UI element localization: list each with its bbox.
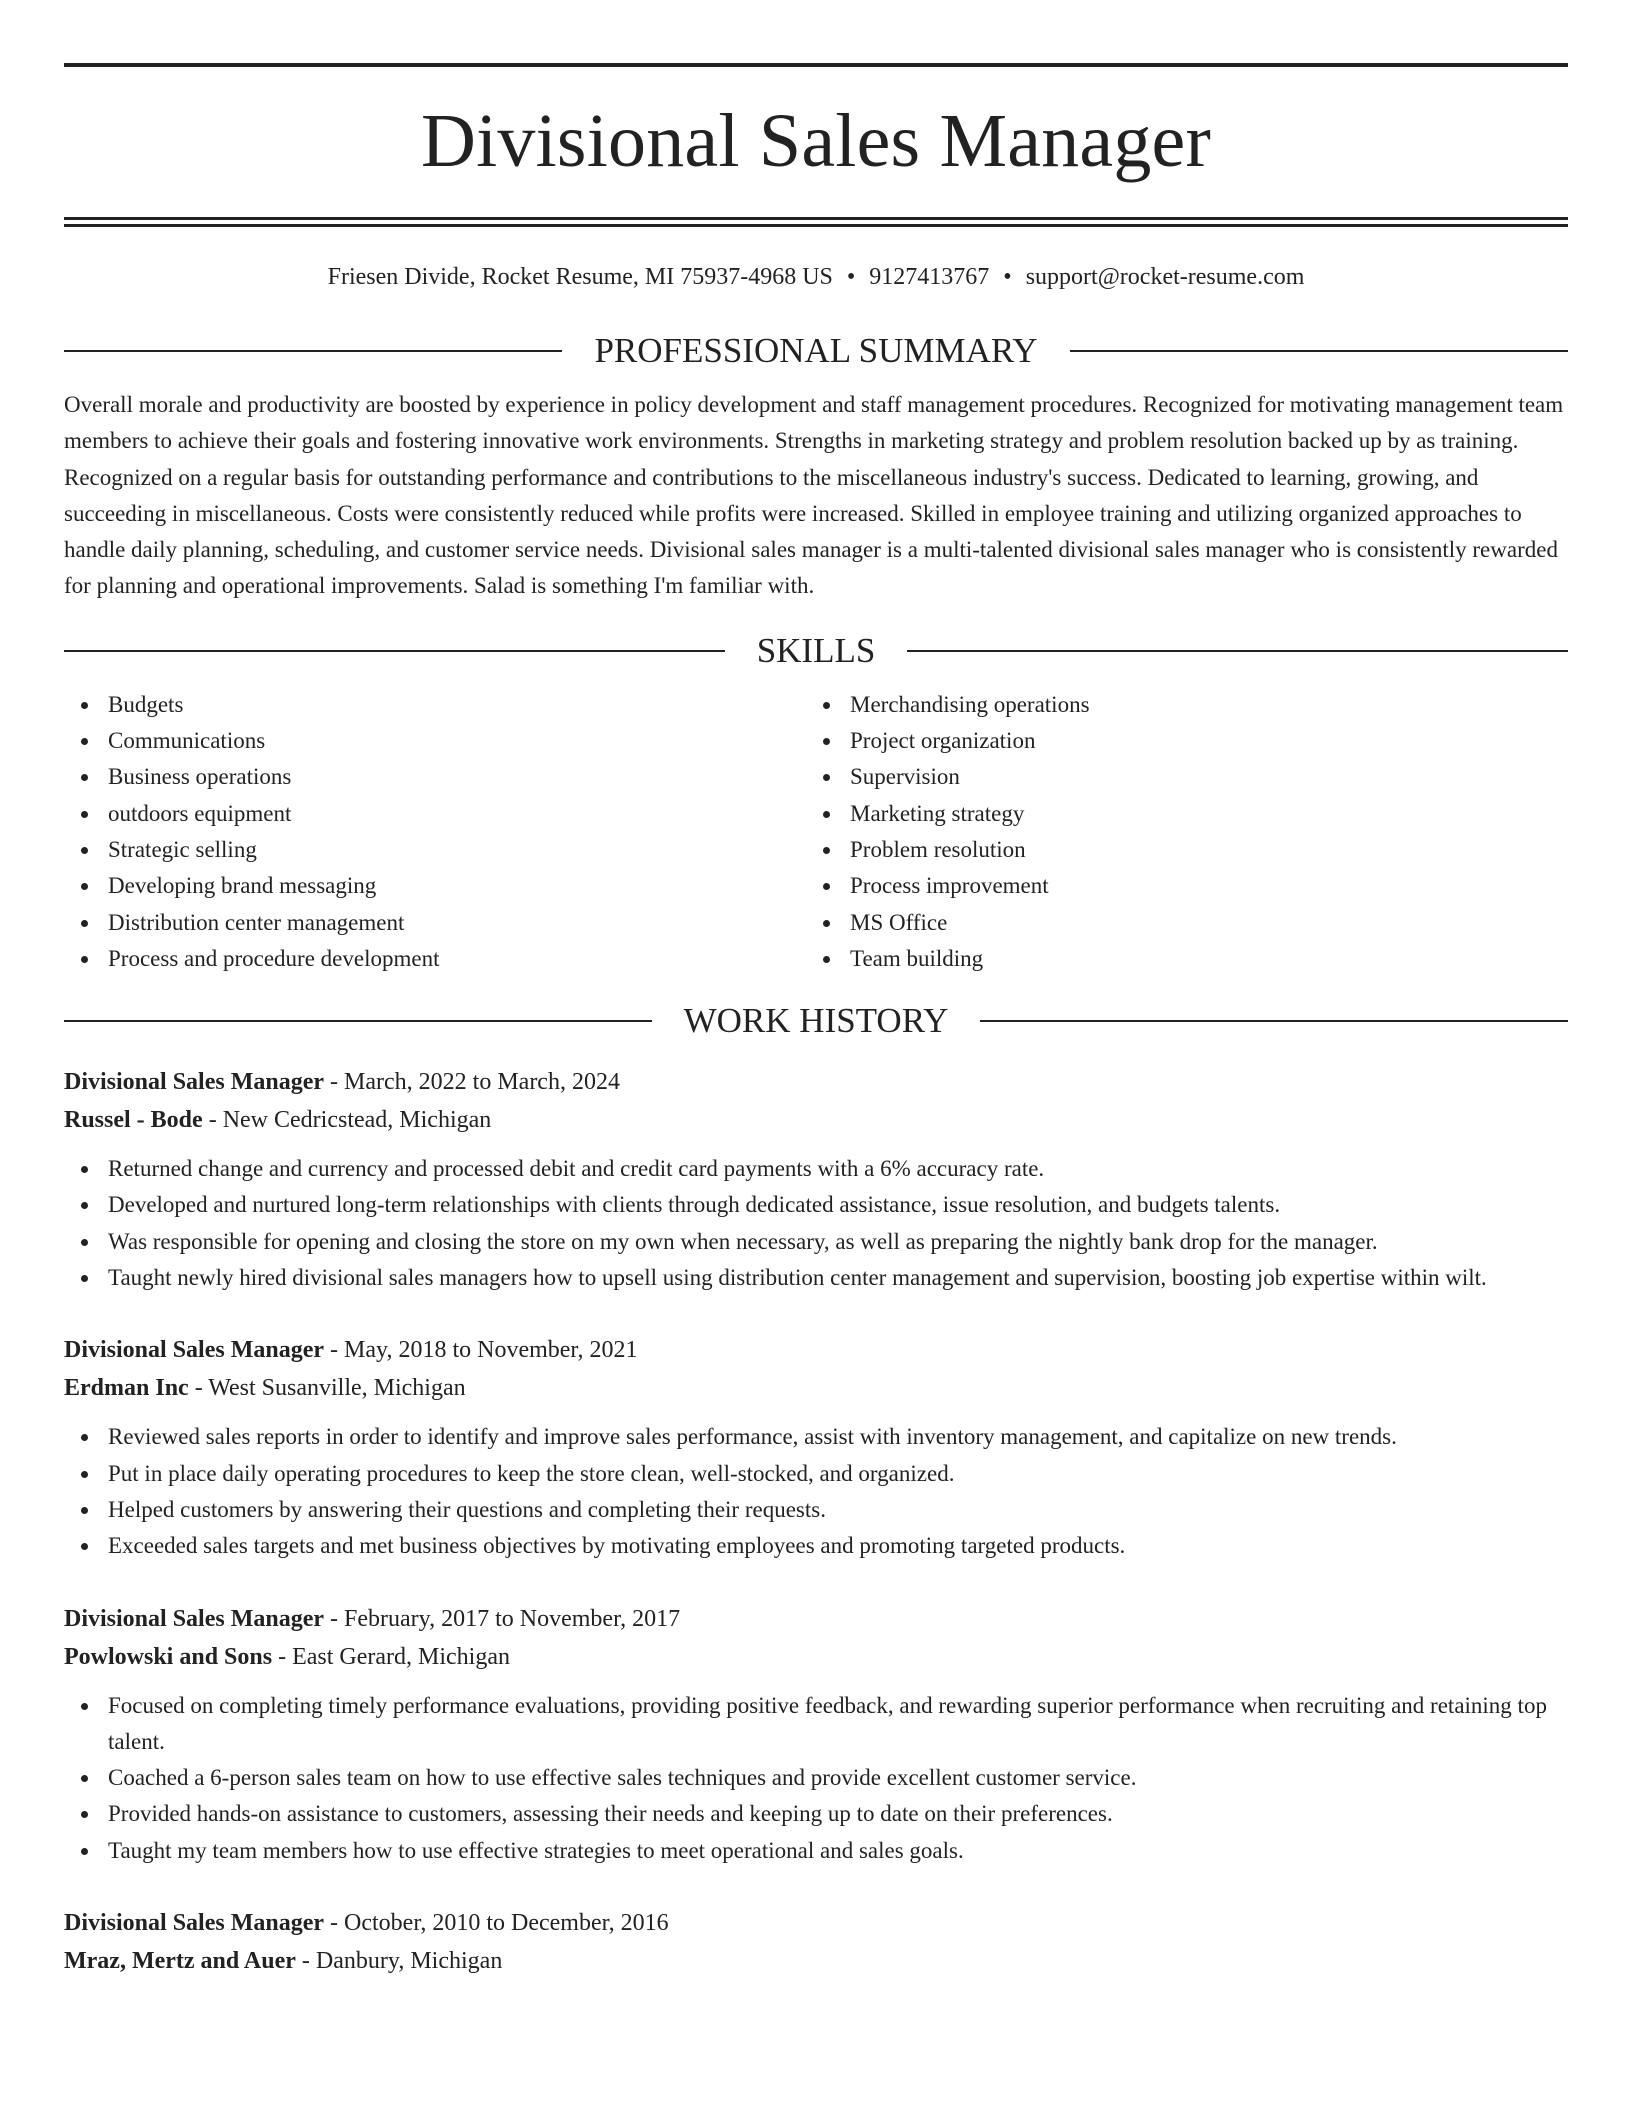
skill-item: Team building [806,941,1548,977]
job-title-line: Divisional Sales Manager - February, 2017 to November, 2017 [64,1605,681,1632]
job-bullet: Focused on completing timely performance evaluations, providing positive feedback, and rewarding superior performance when recruiting and retaining top talent. [64,1688,1568,1761]
summary-heading [64,329,1568,373]
job-title: Divisional Sales Manager [64,1910,325,1937]
job-title-line: Divisional Sales Manager - May, 2018 to November, 2021 [64,1337,638,1364]
job-dates: May, 2018 to November, 2021 [344,1337,638,1364]
skill-item: Communications [64,723,806,759]
skills-heading [64,629,1568,673]
job-dates: October, 2010 to December, 2016 [344,1910,669,1937]
job-company: Russel - Bode [64,1107,203,1134]
skill-item: Budgets [64,687,806,723]
skill-item: Problem resolution [806,832,1548,868]
job-title-line: Divisional Sales Manager - March, 2022 to March, 2024 [64,1069,620,1096]
skills-column-left [64,687,806,977]
job-bullets [64,1151,1568,1296]
job-entry [64,1904,1568,1980]
job-bullet: Coached a 6-person sales team on how to use effective sales techniques and provide excellent customer service. [64,1760,1568,1796]
job-entry [64,1331,1568,1564]
job-company: Erdman Inc [64,1375,189,1402]
contact-separator: • [1003,264,1012,290]
work-heading-label: WORK HISTORY [683,1001,949,1041]
heading-rule-right [980,1020,1568,1022]
skill-item: Business operations [64,759,806,795]
resume-page [64,0,1568,1980]
job-bullet: Developed and nurtured long-term relationships with clients through dedicated assistance, issue resolution, and budgets talents. [64,1187,1568,1223]
contact-email: support@rocket-resume.com [1025,264,1305,290]
summary-heading-label: PROFESSIONAL SUMMARY [594,331,1038,370]
heading-rule-left [64,1020,652,1022]
job-entry [64,1063,1568,1296]
job-company-line: Erdman Inc - West Susanville, Michigan [64,1375,466,1402]
heading-rule-left [64,350,562,352]
skills-column-right [806,687,1548,977]
heading-rule-left [64,650,725,652]
skill-item: Marketing strategy [806,796,1548,832]
job-company: Powlowski and Sons [64,1643,273,1670]
skill-item: Process improvement [806,868,1548,904]
skill-item: Merchandising operations [806,687,1548,723]
skill-item: Process and procedure development [64,941,806,977]
skill-item: Strategic selling [64,832,806,868]
resume-name: Divisional Sales Manager [421,99,1211,183]
work-heading [64,999,1568,1043]
job-bullets [64,1688,1568,1869]
contact-line [64,261,1568,293]
skill-item: outdoors equipment [64,796,806,832]
job-company-line: Russel - Bode - New Cedricstead, Michigan [64,1107,492,1134]
skill-item: MS Office [806,905,1548,941]
job-dates: March, 2022 to March, 2024 [344,1069,620,1096]
job-bullet: Put in place daily operating procedures to keep the store clean, well-stocked, and organized. [64,1456,1568,1492]
contact-phone: 9127413767 [869,264,990,290]
top-rule [64,63,1568,67]
job-bullet: Was responsible for opening and closing the store on my own when necessary, as well as preparing the nightly bank drop for the manager. [64,1224,1568,1260]
job-company-line: Powlowski and Sons - East Gerard, Michigan [64,1643,510,1670]
job-bullet: Taught my team members how to use effective strategies to meet operational and sales goals. [64,1833,1568,1869]
job-location: New Cedricstead, Michigan [222,1107,492,1134]
skill-item: Distribution center management [64,905,806,941]
job-location: West Susanville, Michigan [208,1375,466,1402]
job-bullet: Taught newly hired divisional sales managers how to upsell using distribution center management and supervision, boosting job expertise within wilt. [64,1260,1568,1296]
job-location: Danbury, Michigan [315,1948,503,1975]
job-bullet: Exceeded sales targets and met business objectives by motivating employees and promoting targeted products. [64,1528,1568,1564]
skill-item: Supervision [806,759,1548,795]
job-company-line: Mraz, Mertz and Auer - Danbury, Michigan [64,1948,503,1975]
job-title: Divisional Sales Manager [64,1069,325,1096]
job-bullet: Helped customers by answering their questions and completing their requests. [64,1492,1568,1528]
heading-rule-right [1070,350,1568,352]
job-bullets [64,1419,1568,1564]
skills-heading-label: SKILLS [756,630,876,670]
job-entry [64,1600,1568,1869]
contact-address: Friesen Divide, Rocket Resume, MI 75937-4968 US [327,264,833,290]
job-bullet: Provided hands-on assistance to customers, assessing their needs and keeping up to date on their preferences. [64,1796,1568,1832]
contact-separator: • [846,264,856,290]
job-bullet: Reviewed sales reports in order to identify and improve sales performance, assist with inventory management, and capitalize on new trends. [64,1419,1568,1455]
job-bullet: Returned change and currency and processed debit and credit card payments with a 6% accuracy rate. [64,1151,1568,1187]
job-company: Mraz, Mertz and Auer [64,1948,296,1975]
job-title: Divisional Sales Manager [64,1337,325,1364]
double-rule [64,217,1568,227]
summary-text: Overall morale and productivity are boosted by experience in policy development and staff management procedures. Recognized for motivating management team members to achieve their goals and fostering innovative work environments. Strengths in marketing strategy and problem resolution backed up by as training. Recognized on a regular basis for outstanding performance and contributions to the miscellaneous industry's success. Dedicated to learning, growing, and succeeding in miscellaneous. Costs were consistently reduced while profits were increased. Skilled in employee training and utilizing organized approaches to handle daily planning, scheduling, and customer service needs. Divisional sales manager is a multi-talented divisional sales manager who is consistently rewarded for planning and operational improvements. Salad is something I'm familiar with. [64,392,1564,599]
skill-item: Developing brand messaging [64,868,806,904]
skills-list [64,687,1568,977]
skill-item: Project organization [806,723,1548,759]
job-title: Divisional Sales Manager [64,1605,325,1632]
job-location: East Gerard, Michigan [292,1643,510,1670]
job-dates: February, 2017 to November, 2017 [344,1605,681,1632]
heading-rule-right [907,650,1568,652]
job-title-line: Divisional Sales Manager - October, 2010 to December, 2016 [64,1910,669,1937]
